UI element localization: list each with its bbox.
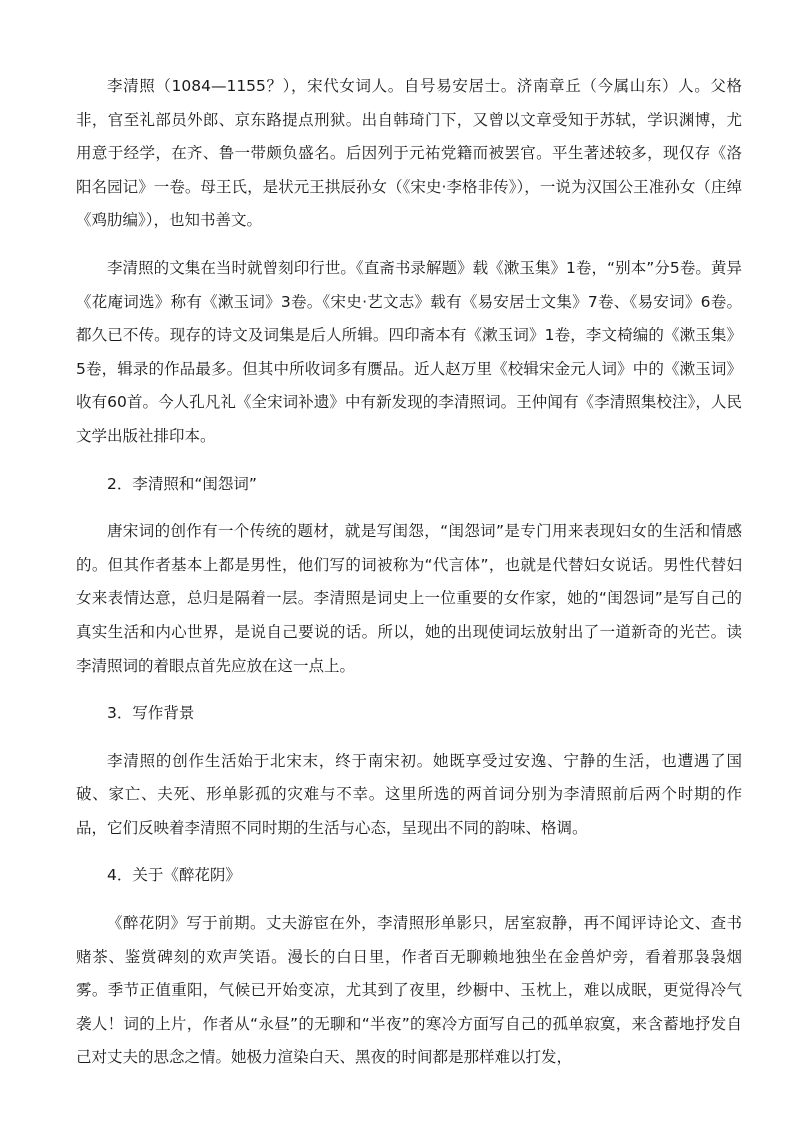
guiyuanci-paragraph: 唐宋词的创作有一个传统的题材，就是写闺怨，“闺怨词”是专门用来表现妇女的生活和情感的。但其作者基本上都是男性，他们写的词被称为“代言体”，也就是代替妇女说话。男性代替妇女来表情达意，总归是隔着一层。李清照是词史上一位重要的女作家，她的“闺怨词”是写自己的真实生活和内心世界，是说自己要说的话。所以，她的出现使词坛放射出了一道新奇的光芒。读李清照词的着眼点首先应放在这一点上。 [76, 522, 742, 675]
zuihuayin-paragraph: 《醉花阴》写于前期。丈夫游宦在外，李清照形单影只，居室寂静，再不闻评诗论文、查书赌茶、鉴赏碑刻的欢声笑语。漫长的白日里，作者百无聊赖地独坐在金兽炉旁，看着那袅袅烟雾。季节正值重阳，气候已开始变凉，尤其到了夜里，纱橱中、玉枕上，难以成眠，更觉得冷气袭人！词的上片，作者从“永昼”的无聊和“半夜”的寒冷方面写自己的孤单寂寞，来含蓄地抒发自己对丈夫的思念之情。她极力渲染白天、黑夜的时间都是那样难以打发， [76, 914, 742, 1067]
section-heading-zuihuayin: 4．关于《醉花阴》 [107, 866, 241, 885]
section-heading-background: 3．写作背景 [107, 704, 195, 723]
section-heading-guiyuanci: 2．李清照和“闺怨词” [107, 474, 257, 493]
document-page [76, 70, 742, 1089]
biography-paragraph: 李清照（1084—1155？），宋代女词人。自号易安居士。济南章丘（今属山东）人。父格非，官至礼部员外郎、京东路提点刑狱。出自韩琦门下，又曾以文章受知于苏轼，学识渊博，尤用意于经学，在齐、鲁一带颇负盛名。后因列于元祐党籍而被罢官。平生著述较多，现仅存《洛阳名园记》一卷。母王氏，是状元王拱辰孙女（《宋史·李格非传》），一说为汉国公王准孙女（庄绰《鸡肋编》），也知书善文。 [76, 77, 742, 230]
background-paragraph: 李清照的创作生活始于北宋末，终于南宋初。她既享受过安逸、宁静的生活，也遭遇了国破、家亡、夫死、形单影孤的灾难与不幸。这里所选的两首词分别为李清照前后两个时期的作品，它们反映着李清照不同时期的生活与心态，呈现出不同的韵味、格调。 [76, 751, 742, 837]
collections-paragraph: 李清照的文集在当时就曾刻印行世。《直斋书录解题》载《漱玉集》1卷，“别本”分5卷。黄异《花庵词选》称有《漱玉词》3卷。《宋史·艺文志》载有《易安居士文集》7卷、《易安词》6卷。都久已不传。现存的诗文及词集是后人所辑。四印斋本有《漱玉词》1卷，李文椅编的《漱玉集》5卷，辑录的作品最多。但其中所收词多有赝品。近人赵万里《校辑宋金元人词》中的《漱玉词》收有60首。今人孔凡礼《全宋词补遗》中有新发现的李清照词。王仲闻有《李清照集校注》，人民文学出版社排印本。 [76, 258, 742, 445]
